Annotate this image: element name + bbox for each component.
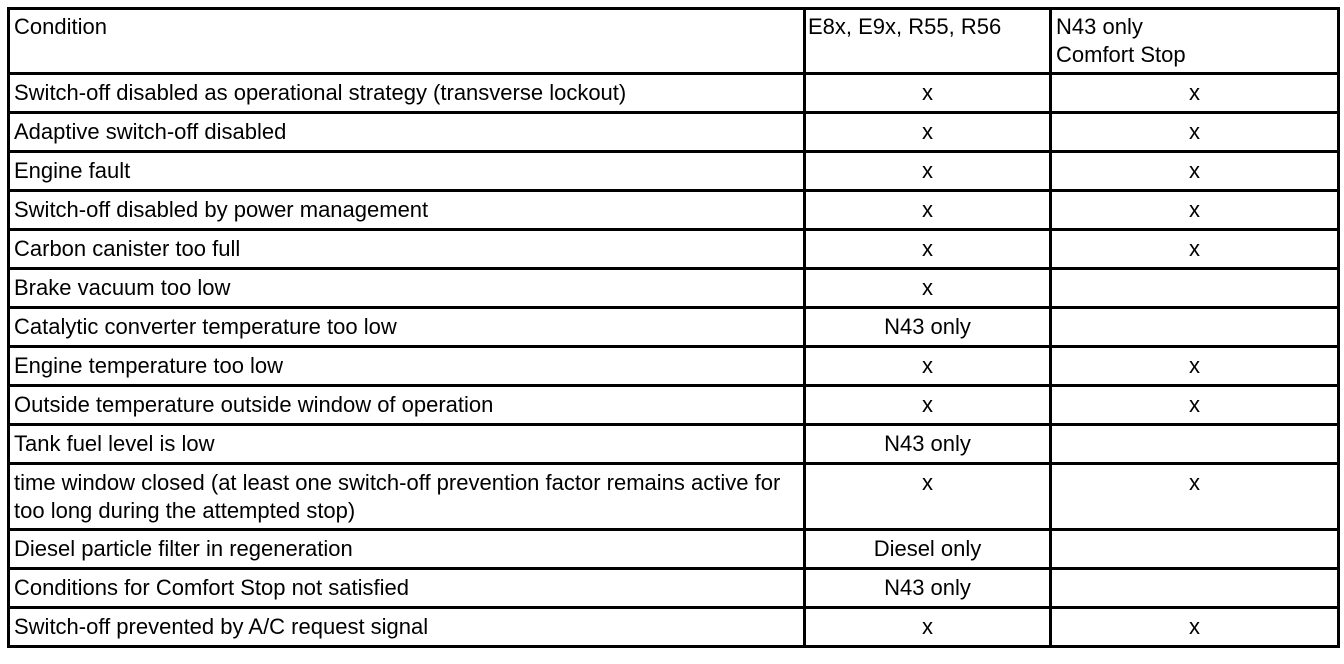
table-row bbox=[9, 230, 1339, 269]
models-cell: N43 only bbox=[805, 308, 1051, 347]
table-row bbox=[9, 386, 1339, 425]
condition-cell: Engine fault bbox=[9, 152, 805, 191]
header-row bbox=[9, 9, 1339, 74]
condition-cell: Diesel particle filter in regeneration bbox=[9, 530, 805, 569]
models-cell: Diesel only bbox=[805, 530, 1051, 569]
condition-cell: Switch-off disabled by power management bbox=[9, 191, 805, 230]
condition-cell: Adaptive switch-off disabled bbox=[9, 113, 805, 152]
table-row bbox=[9, 530, 1339, 569]
condition-cell: Engine temperature too low bbox=[9, 347, 805, 386]
models-cell: x bbox=[805, 386, 1051, 425]
header-condition: Condition bbox=[9, 9, 805, 74]
comfort-stop-cell: x bbox=[1051, 608, 1339, 647]
condition-cell: Tank fuel level is low bbox=[9, 425, 805, 464]
comfort-stop-cell: x bbox=[1051, 230, 1339, 269]
comfort-stop-cell bbox=[1051, 269, 1339, 308]
conditions-table bbox=[7, 7, 1340, 648]
models-cell: N43 only bbox=[805, 425, 1051, 464]
comfort-stop-cell: x bbox=[1051, 74, 1339, 113]
comfort-stop-cell bbox=[1051, 425, 1339, 464]
comfort-stop-cell: x bbox=[1051, 386, 1339, 425]
table-row bbox=[9, 308, 1339, 347]
table-row bbox=[9, 347, 1339, 386]
models-cell: x bbox=[805, 113, 1051, 152]
comfort-stop-cell bbox=[1051, 530, 1339, 569]
table-row bbox=[9, 464, 1339, 530]
condition-cell: Switch-off disabled as operational strategy (transverse lockout) bbox=[9, 74, 805, 113]
table-row bbox=[9, 74, 1339, 113]
models-cell: x bbox=[805, 464, 1051, 530]
condition-cell: Switch-off prevented by A/C request signal bbox=[9, 608, 805, 647]
comfort-stop-cell: x bbox=[1051, 152, 1339, 191]
condition-cell: Brake vacuum too low bbox=[9, 269, 805, 308]
table-row bbox=[9, 269, 1339, 308]
header-models: E8x, E9x, R55, R56 bbox=[805, 9, 1051, 74]
comfort-stop-cell: x bbox=[1051, 347, 1339, 386]
condition-cell: Outside temperature outside window of operation bbox=[9, 386, 805, 425]
models-cell: x bbox=[805, 191, 1051, 230]
header-comfort-line1: N43 only bbox=[1056, 14, 1143, 39]
models-cell: x bbox=[805, 152, 1051, 191]
models-cell: N43 only bbox=[805, 569, 1051, 608]
models-cell: x bbox=[805, 269, 1051, 308]
condition-cell: Carbon canister too full bbox=[9, 230, 805, 269]
comfort-stop-cell: x bbox=[1051, 113, 1339, 152]
header-comfort-stop bbox=[1051, 9, 1339, 74]
table-row bbox=[9, 152, 1339, 191]
condition-cell: time window closed (at least one switch-off prevention factor remains active for too long during the attempted stop) bbox=[9, 464, 805, 530]
table-row bbox=[9, 425, 1339, 464]
condition-cell: Catalytic converter temperature too low bbox=[9, 308, 805, 347]
comfort-stop-cell: x bbox=[1051, 191, 1339, 230]
comfort-stop-cell bbox=[1051, 569, 1339, 608]
table-row bbox=[9, 608, 1339, 647]
models-cell: x bbox=[805, 608, 1051, 647]
table-row bbox=[9, 113, 1339, 152]
models-cell: x bbox=[805, 230, 1051, 269]
table-row bbox=[9, 569, 1339, 608]
models-cell: x bbox=[805, 347, 1051, 386]
header-comfort-line2: Comfort Stop bbox=[1056, 42, 1186, 67]
comfort-stop-cell: x bbox=[1051, 464, 1339, 530]
models-cell: x bbox=[805, 74, 1051, 113]
comfort-stop-cell bbox=[1051, 308, 1339, 347]
table-row bbox=[9, 191, 1339, 230]
condition-cell: Conditions for Comfort Stop not satisfied bbox=[9, 569, 805, 608]
